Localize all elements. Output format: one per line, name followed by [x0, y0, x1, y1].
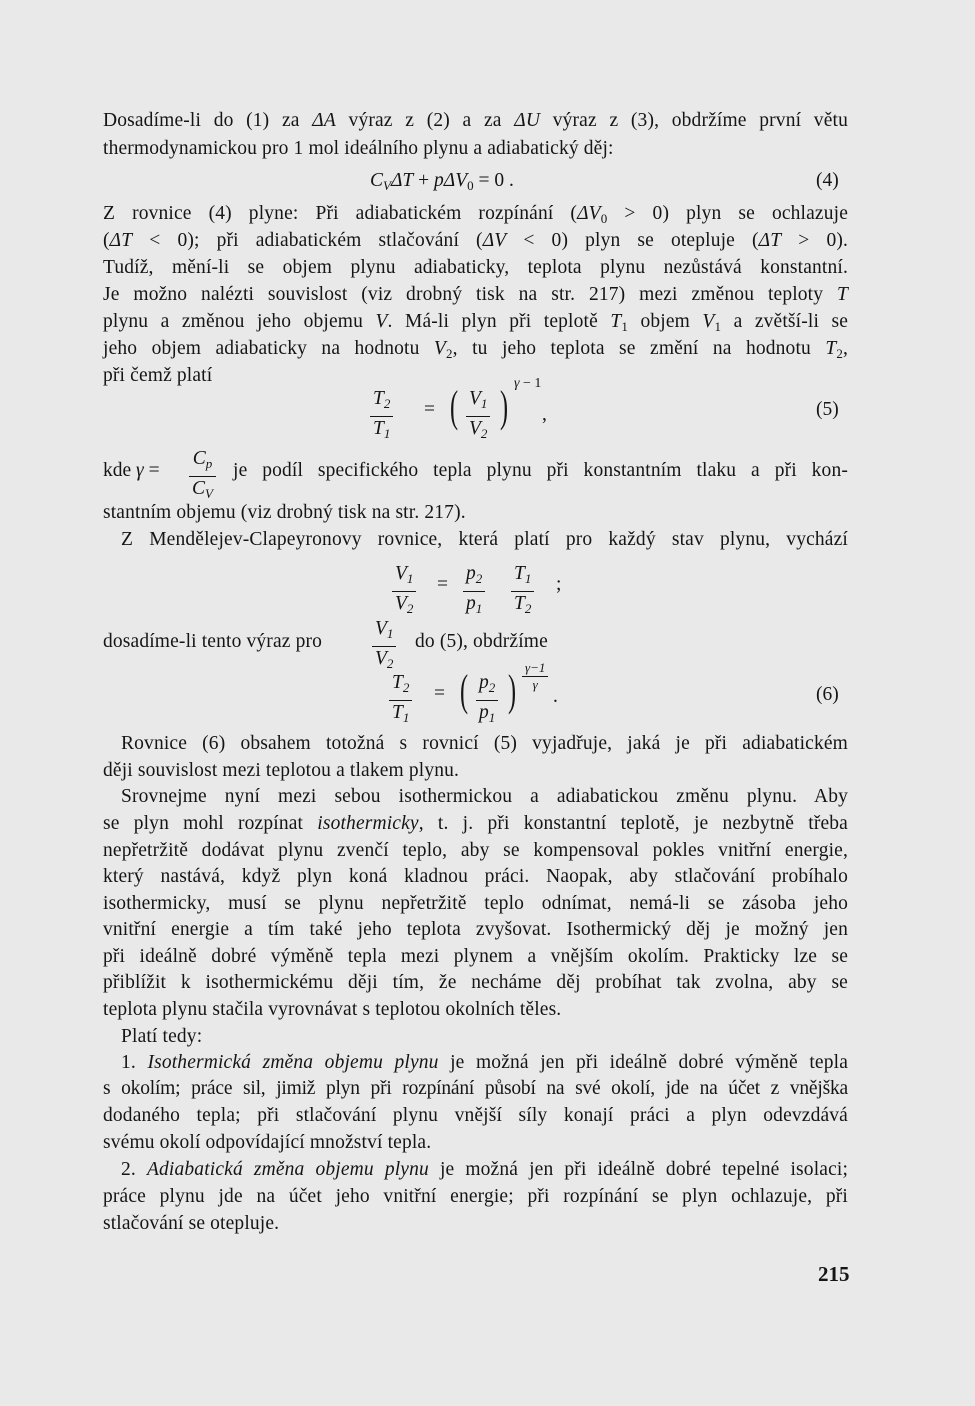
inline-fraction: $V_1$ $V_2$ [372, 618, 396, 675]
text-line-11: stantním objemu (viz drobný tisk na str. 217). [103, 502, 466, 523]
page-number: 215 [818, 1262, 850, 1286]
text-line-5: Tudíž, mění-li se objem plynu adiabaticky, teplota plynu nezůstává konstantní. [103, 257, 848, 278]
text-line-7: plynu a změnou jeho objemu V. Má-li plyn při teplotě $T_1$ objem $V_1$ a zvětší-li se [103, 311, 849, 334]
text-line-16: ději souvislost mezi teplotou a tlakem plynu. [103, 760, 460, 781]
text-line-27: 1. Isothermická změna objemu plynu je možná jen při ideálně dobré výměně tepla [121, 1052, 848, 1073]
text-line-4: (ΔT < 0); při adiabatickém stlačování (ΔV < 0) plyn se otepluje (ΔT > 0). [103, 230, 849, 251]
text-line-17: Srovnejme nyní mezi sebou isothermickou a adiabatickou změnu plynu. Aby [121, 786, 848, 807]
text-line-24: přiblížit k isothermickému ději tím, že necháme děj probíhat tak zvolna, aby se [103, 972, 848, 993]
text-line-23: při ideálně dobré výměně tepla mezi plynem a vnějším okolím. Prakticky lze se [103, 946, 848, 967]
equation-4: $C_V\Delta T + p\Delta V_0 = 0$ . [370, 170, 514, 193]
text-line-19: nepřetržitě dodávat plynu zvenčí teplo, aby se kompensoval pokles vnitřní energie, [103, 840, 848, 861]
text-line-15: Rovnice (6) obsahem totožná s rovnicí (5) vyjadřuje, jaká je při adiabatickém [121, 733, 848, 754]
text-line-22: vnitřní energie a tím také jeho teplota zvyšovat. Isothermický děj je možný jen [103, 919, 848, 940]
text-line-20: který nastává, když plyn koná kladnou práci. Naopak, aby stlačování probíhalo [103, 866, 848, 887]
text-line-33: stlačování se otepluje. [103, 1213, 280, 1234]
text-line-25: teplota plynu stačila vyrovnávat s teplotou okolních těles. [103, 999, 562, 1020]
text-line-1: Dosadíme-li do (1) za ΔA výraz z (2) a za ΔU výraz z (3), obdržíme první větu [103, 110, 848, 131]
equation-4-number: (4) [816, 170, 839, 191]
text-line-29: dodaného tepla; při stlačování plynu vnější síly konají práci a plyn odevzdává [103, 1105, 848, 1126]
text-line-18: se plyn mohl rozpínat isothermicky, t. j. při konstantní teplotě, je nezbytně třeba [103, 813, 848, 834]
equation-6-number: (6) [816, 684, 839, 705]
text-line-26: Platí tedy: [121, 1026, 203, 1047]
text-line-30: svému okolí odpovídající množství tepla. [103, 1132, 432, 1153]
text-line-31: 2. Adiabatická změna objemu plynu je možná jen při ideálně dobré tepelné isolaci; [121, 1159, 849, 1180]
text-line-14: do (5), obdržíme [415, 631, 548, 652]
book-page: Dosadíme-li do (1) za ΔA výraz z (2) a za ΔU výraz z (3), obdržíme první větu thermodynamickou pro 1 mol ideálního plynu a adiabatický děj: $C_V\Delta T + p\Delta V_0 = 0$ . (4) Z rovnice (4) plyne: Při adiabatickém rozpínání $(\Delta V_0 > 0)$ plyn se ochlazuje (ΔT < 0); při adiabatickém stlačování (ΔV < 0) plyn se otepluje (ΔT > 0). Tudíž, mění-li se objem plynu adiabaticky, teplota plynu nezůstává konstantní. Je možno nalézti souvislost (viz drobný tisk na str. 217) mezi změnou teploty T plynu a změnou jeho objemu V. Má-li plyn při teplotě $T_1$ objem $V_1$ a zvětší-li se jeho objem adiabaticky na hodnotu $V_2$, tu jeho teplota se změní na hodnotu $T_2$, při čemž platí $T_2$ $T_1$ = ( $V_1$ $V_2$ ) γ − 1 , (5) kde γ = $C_p$ $C_V$ je podíl specifického tepla plynu při konstantním tlaku a při kon- stantním objemu (viz drobný tisk na str. 217). Z Mendělejev-Clapeyronovy rovnice, která platí pro každý stav plynu, vychází $V_1$ $V_2$ = $p_2$ $p_1$ $T_1$ $T_2$ ; dosadíme-li tento výraz pro $V_1$ $V_2$ do (5), obdržíme $T_2$ $T_1$ = ( $p_2$ $p_1$ ) γ−1 γ . (6) Rovnice (6) obsahem totožná s rovnicí (5) vyjadřuje, jaká je při adiabatickém ději souvislost mezi teplotou a tlakem plynu. Srovnejme nyní mezi sebou isothermickou a adiabatickou změnu plynu. Aby se plyn mohl rozpínat isothermicky, t. j. při konstantní teplotě, je nezbytně třeba nepřetržitě dodávat plynu zvenčí teplo, aby se kompensoval pokles vnitřní energie, který nastává, když plyn koná kladnou práci. Naopak, aby stlačování probíhalo isothermicky, musí se plynu nepřetržitě teplo odnímat, nemá-li se zásoba jeho vnitřní energie a tím také jeho teplota zvyšovat. Isothermický děj je možný jen při ideálně dobré výměně tepla mezi plynem a vnějším okolím. Prakticky lze se přiblížit k isothermickému ději tím, že necháme děj probíhat tak zvolna, aby se teplota plynu stačila vyrovnávat s teplotou okolních těles. Platí tedy: 1. Isothermická změna objemu plynu je možná jen při ideálně dobré výměně tepla s okolím; práce sil, jimiž plyn při rozpínání působí na své okolí, jde na účet z vnějška dodaného tepla; při stlačování plynu vnější síly konají práci a plyn odevzdává svému okolí odpovídající množství tepla. 2. Adiabatická změna objemu plynu je možná jen při ideálně dobré tepelné isolaci; práce plynu jde na účet jeho vnitřní energie; při rozpínání se plyn ochlazuje, při stlačování se otepluje. 215 [103, 110, 850, 1286]
text-line-8: jeho objem adiabaticky na hodnotu $V_2$, tu jeho teplota se změní na hodnotu $T_2$, [103, 338, 849, 361]
text-line-12: Z Mendělejev-Clapeyronovy rovnice, která platí pro každý stav plynu, vychází [121, 529, 848, 550]
text-line-10: je podíl specifického tepla plynu při konstantním tlaku a při kon- [233, 460, 848, 481]
text-line-2: thermodynamickou pro 1 mol ideálního plynu a adiabatický děj: [103, 138, 614, 159]
text-line-32: práce plynu jde na účet jeho vnitřní energie; při rozpínání se plyn ochlazuje, při [103, 1186, 848, 1207]
text-line-6: Je možno nalézti souvislost (viz drobný tisk na str. 217) mezi změnou teploty T [103, 284, 848, 305]
text-line-13: dosadíme-li tento výraz pro [103, 631, 323, 652]
text-line-28: s okolím; práce sil, jimiž plyn při rozpínání působí na své okolí, jde na účet z vnějška [103, 1078, 848, 1099]
text-line-9: při čemž platí [103, 365, 213, 386]
text-line-3: Z rovnice (4) plyne: Při adiabatickém rozpínání $(\Delta V_0 > 0)$ plyn se ochlazuje [103, 203, 849, 226]
text-line-21: isothermicky, musí se plynu nepřetržitě teplo odnímat, nemá-li se zásoba jeho [103, 893, 848, 914]
equation-5-number: (5) [816, 399, 839, 420]
